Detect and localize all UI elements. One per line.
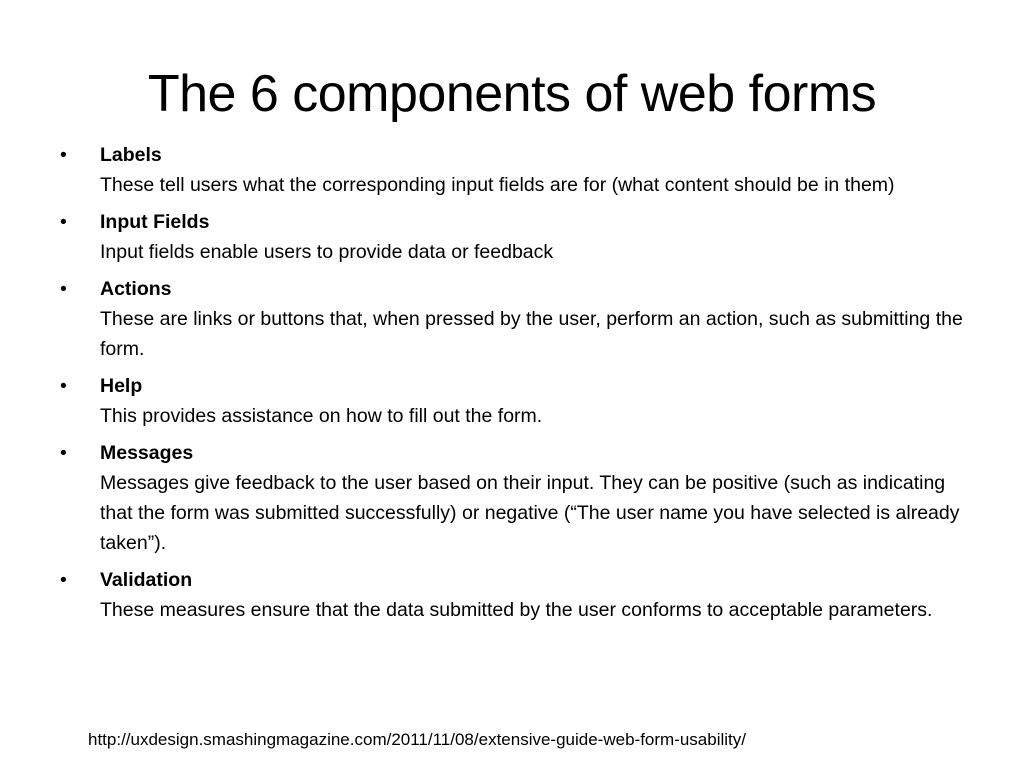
slide-title: The 6 components of web forms xyxy=(147,65,877,123)
bullet-item-help xyxy=(60,371,970,431)
bullet-icon: • xyxy=(60,278,67,300)
bullet-heading: Messages xyxy=(100,442,194,464)
bullet-icon: • xyxy=(60,569,67,591)
bullet-text: Messages give feedback to the user based on their input. They can be positive (such as indicating that the form was submitted successfully) or negative (“The user name you have selected is already taken”). xyxy=(100,472,960,554)
bullet-icon: • xyxy=(60,375,67,397)
bullet-text: These measures ensure that the data submitted by the user conforms to acceptable parameters. xyxy=(100,599,933,621)
bullet-item-actions xyxy=(60,274,970,364)
bullet-heading: Validation xyxy=(100,569,193,591)
bullet-list xyxy=(60,140,970,632)
bullet-item-labels xyxy=(60,140,970,200)
bullet-item-messages xyxy=(60,438,970,558)
bullet-text: These are links or buttons that, when pressed by the user, perform an action, such as submitting the form. xyxy=(100,308,963,360)
bullet-heading: Input Fields xyxy=(100,211,210,233)
bullet-text: Input fields enable users to provide data or feedback xyxy=(100,241,554,263)
bullet-text: This provides assistance on how to fill out the form. xyxy=(100,405,543,427)
bullet-text: These tell users what the corresponding input fields are for (what content should be in them) xyxy=(100,174,895,196)
bullet-icon: • xyxy=(60,211,67,233)
source-url: http://uxdesign.smashingmagazine.com/2011/11/08/extensive-guide-web-form-usability/ xyxy=(88,730,746,749)
bullet-heading: Labels xyxy=(100,144,162,166)
bullet-heading: Actions xyxy=(100,278,172,300)
bullet-item-validation xyxy=(60,565,970,625)
bullet-heading: Help xyxy=(100,375,143,397)
bullet-item-input-fields xyxy=(60,207,970,267)
bullet-icon: • xyxy=(60,144,67,166)
bullet-icon: • xyxy=(60,442,67,464)
